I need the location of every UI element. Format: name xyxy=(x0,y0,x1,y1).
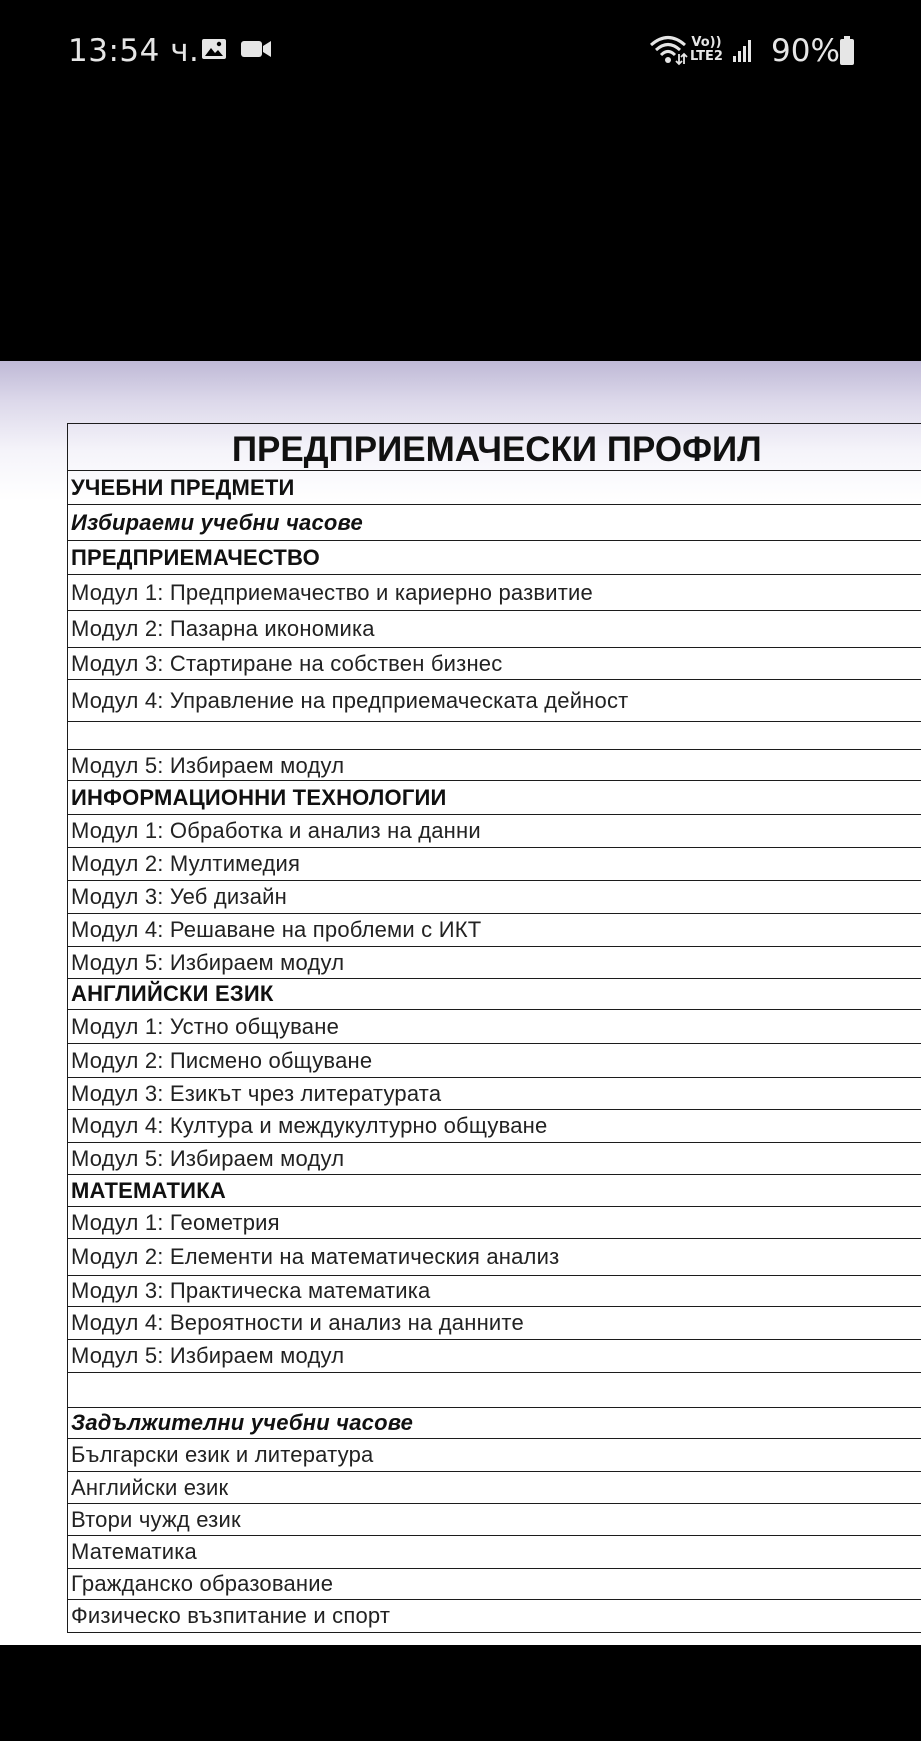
wifi-icon xyxy=(648,34,688,70)
table-row: Модул 4: Решаване на проблеми с ИКТ xyxy=(68,914,921,947)
table-row: Модул 3: Уеб дизайн xyxy=(68,881,921,914)
table-row: Модул 2: Писмено общуване xyxy=(68,1044,921,1078)
section-entrepreneurship: ПРЕДПРИЕМАЧЕСТВО xyxy=(68,541,921,575)
table-row: Модул 5: Избираем модул xyxy=(68,947,921,979)
table-row: Модул 3: Езикът чрез литературата xyxy=(68,1078,921,1110)
battery-percentage: 90% xyxy=(771,33,840,69)
table-row: Модул 2: Мултимедия xyxy=(68,848,921,881)
section-it: ИНФОРМАЦИОННИ ТЕХНОЛОГИИ xyxy=(68,781,921,815)
status-bar xyxy=(0,0,921,100)
elective-hours-header: Избираеми учебни часове xyxy=(68,505,921,541)
table-row: Модул 5: Избираем модул xyxy=(68,1143,921,1175)
volte-lte2-indicator: Vo)) LTE2 xyxy=(690,35,723,64)
table-row: Модул 5: Избираем модул xyxy=(68,750,921,781)
table-row: Втори чужд език xyxy=(68,1504,921,1536)
battery-icon xyxy=(839,36,855,70)
table-row: Гражданско образование xyxy=(68,1569,921,1600)
table-row: Английски език xyxy=(68,1472,921,1504)
table-row: Модул 2: Пазарна икономика xyxy=(68,611,921,648)
gallery-notification-icon xyxy=(201,38,227,64)
table-row: Модул 1: Геометрия xyxy=(68,1207,921,1239)
profile-table xyxy=(67,423,921,1633)
table-row: Модул 4: Управление на предприемаческата дейност xyxy=(68,680,921,722)
subjects-header: УЧЕБНИ ПРЕДМЕТИ xyxy=(68,471,921,505)
table-row: Модул 3: Стартиране на собствен бизнес xyxy=(68,648,921,680)
video-recorder-notification-icon xyxy=(240,38,272,64)
bottom-black-area xyxy=(0,1645,921,1741)
table-row: Български език и литература xyxy=(68,1439,921,1472)
section-english: АНГЛИЙСКИ ЕЗИК xyxy=(68,979,921,1010)
table-row: Модул 2: Елементи на математическия анализ xyxy=(68,1239,921,1276)
table-row: Модул 1: Обработка и анализ на данни xyxy=(68,815,921,848)
empty-row xyxy=(68,722,921,750)
document-viewer[interactable] xyxy=(0,361,921,1645)
table-row: Математика xyxy=(68,1536,921,1569)
section-math: МАТЕМАТИКА xyxy=(68,1175,921,1207)
empty-row xyxy=(68,1373,921,1408)
mandatory-hours-header: Задължителни учебни часове xyxy=(68,1408,921,1439)
signal-strength-icon xyxy=(732,38,752,68)
status-time: 13:54 ч. xyxy=(68,33,200,69)
table-row: Модул 1: Предприемачество и кариерно развитие xyxy=(68,575,921,611)
table-row: Модул 4: Вероятности и анализ на данните xyxy=(68,1307,921,1340)
table-row: Физическо възпитание и спорт xyxy=(68,1600,921,1633)
table-row: Модул 4: Култура и междукултурно общуване xyxy=(68,1110,921,1143)
document-title: ПРЕДПРИЕМАЧЕСКИ ПРОФИЛ xyxy=(68,424,921,471)
table-row: Модул 1: Устно общуване xyxy=(68,1010,921,1044)
table-row: Модул 5: Избираем модул xyxy=(68,1340,921,1373)
table-row: Модул 3: Практическа математика xyxy=(68,1276,921,1307)
